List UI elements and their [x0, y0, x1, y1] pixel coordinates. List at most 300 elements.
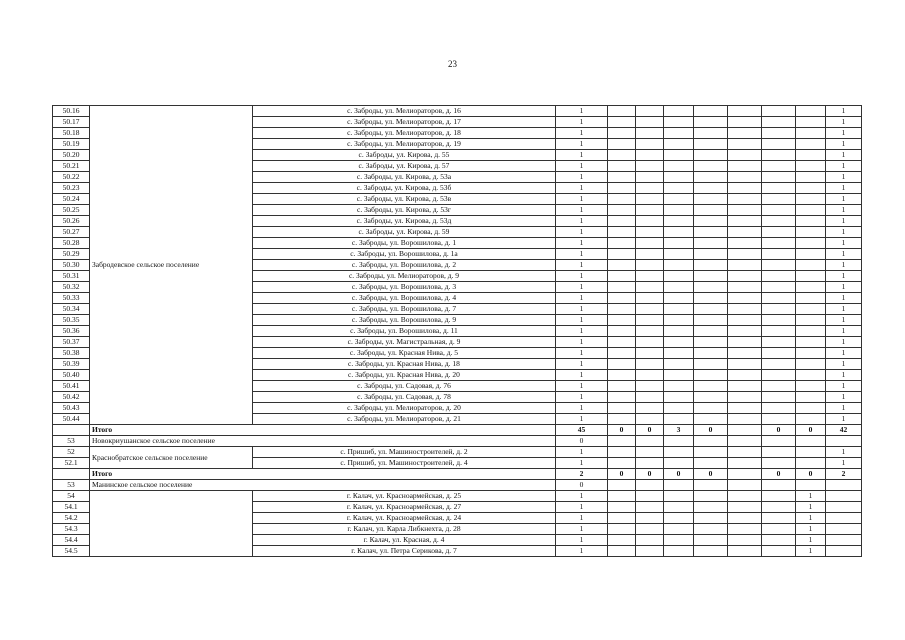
value-cell: [664, 161, 694, 172]
value-cell: [762, 117, 796, 128]
value-cell: [728, 282, 762, 293]
row-number: 54.4: [53, 535, 90, 546]
value-cell: [728, 227, 762, 238]
settlement-name: Краснобратское сельское поселение: [90, 447, 253, 469]
value-cell: [664, 480, 694, 491]
value-cell: [728, 458, 762, 469]
value-cell: 0: [556, 436, 608, 447]
table-row: [53, 491, 862, 502]
value-cell: [694, 315, 728, 326]
value-cell: [664, 392, 694, 403]
value-cell: [728, 161, 762, 172]
value-cell: [608, 370, 636, 381]
value-cell: [608, 348, 636, 359]
value-cell: [796, 414, 826, 425]
value-cell: [664, 381, 694, 392]
value-cell: [728, 414, 762, 425]
value-cell: [796, 249, 826, 260]
value-cell: [694, 414, 728, 425]
settlement-name: Забродевское сельское поселение: [90, 106, 253, 425]
value-cell: [796, 271, 826, 282]
value-cell: [762, 436, 796, 447]
value-cell: 1: [826, 161, 862, 172]
value-cell: [762, 238, 796, 249]
value-cell: [762, 249, 796, 260]
value-cell: [796, 337, 826, 348]
value-cell: [636, 282, 664, 293]
value-cell: [664, 249, 694, 260]
value-cell: [608, 535, 636, 546]
value-cell: [636, 249, 664, 260]
address: с. Заброды, ул. Кирова, д. 53г: [253, 205, 556, 216]
value-cell: 1: [826, 326, 862, 337]
row-number: 53: [53, 480, 90, 491]
value-cell: [728, 337, 762, 348]
page-number: 23: [448, 59, 457, 69]
address: г. Калач, ул. Красная, д. 4: [253, 535, 556, 546]
value-cell: 1: [556, 128, 608, 139]
value-cell: [636, 447, 664, 458]
value-cell: [762, 502, 796, 513]
value-cell: [636, 502, 664, 513]
value-cell: [608, 172, 636, 183]
value-cell: 1: [826, 315, 862, 326]
address: с. Заброды, ул. Мелиораторов, д. 9: [253, 271, 556, 282]
value-cell: [796, 282, 826, 293]
value-cell: 1: [796, 524, 826, 535]
value-cell: [694, 491, 728, 502]
value-cell: [728, 150, 762, 161]
value-cell: [762, 414, 796, 425]
value-cell: [694, 480, 728, 491]
value-cell: 1: [796, 535, 826, 546]
value-cell: 1: [826, 359, 862, 370]
value-cell: [762, 161, 796, 172]
value-cell: [796, 205, 826, 216]
value-cell: [728, 447, 762, 458]
value-cell: [664, 535, 694, 546]
value-cell: 0: [762, 425, 796, 436]
table-body: [53, 106, 862, 557]
table-row: [53, 480, 862, 491]
value-cell: 1: [826, 392, 862, 403]
value-cell: [664, 216, 694, 227]
value-cell: 1: [556, 205, 608, 216]
value-cell: [694, 260, 728, 271]
value-cell: [796, 359, 826, 370]
value-cell: [694, 326, 728, 337]
address: г. Калач, ул. Красноармейская, д. 25: [253, 491, 556, 502]
value-cell: [762, 315, 796, 326]
value-cell: [694, 348, 728, 359]
address: с. Пришиб, ул. Машиностроителей, д. 2: [253, 447, 556, 458]
value-cell: [664, 172, 694, 183]
value-cell: [728, 436, 762, 447]
value-cell: 1: [556, 414, 608, 425]
value-cell: [762, 194, 796, 205]
value-cell: [826, 546, 862, 557]
value-cell: 0: [796, 469, 826, 480]
value-cell: 1: [556, 238, 608, 249]
value-cell: [728, 139, 762, 150]
value-cell: [796, 216, 826, 227]
value-cell: [636, 227, 664, 238]
value-cell: [796, 304, 826, 315]
value-cell: [728, 315, 762, 326]
value-cell: [728, 403, 762, 414]
address: с. Заброды, ул. Кирова, д. 53в: [253, 194, 556, 205]
row-number: 50.25: [53, 205, 90, 216]
value-cell: 1: [556, 183, 608, 194]
value-cell: [608, 139, 636, 150]
row-number: 50.36: [53, 326, 90, 337]
value-cell: [796, 293, 826, 304]
value-cell: [664, 282, 694, 293]
value-cell: 1: [556, 249, 608, 260]
value-cell: 1: [826, 128, 862, 139]
value-cell: 0: [762, 469, 796, 480]
address: с. Заброды, ул. Кирова, д. 53б: [253, 183, 556, 194]
address: с. Заброды, ул. Мелиораторов, д. 21: [253, 414, 556, 425]
value-cell: [694, 524, 728, 535]
value-cell: [826, 436, 862, 447]
value-cell: 1: [826, 414, 862, 425]
row-number: 54.5: [53, 546, 90, 557]
value-cell: [664, 436, 694, 447]
value-cell: [694, 238, 728, 249]
value-cell: [728, 271, 762, 282]
row-number: 50.40: [53, 370, 90, 381]
value-cell: [608, 326, 636, 337]
value-cell: 1: [826, 370, 862, 381]
value-cell: [694, 293, 728, 304]
value-cell: [728, 392, 762, 403]
value-cell: 1: [826, 216, 862, 227]
value-cell: 1: [796, 513, 826, 524]
value-cell: 0: [694, 425, 728, 436]
value-cell: 1: [556, 381, 608, 392]
value-cell: [762, 370, 796, 381]
value-cell: [664, 337, 694, 348]
row-number: 50.37: [53, 337, 90, 348]
value-cell: [636, 216, 664, 227]
value-cell: 1: [556, 271, 608, 282]
value-cell: [608, 205, 636, 216]
value-cell: [762, 227, 796, 238]
address: г. Калач, ул. Карла Либкнехта, д. 28: [253, 524, 556, 535]
value-cell: [608, 282, 636, 293]
value-cell: [636, 260, 664, 271]
address: с. Заброды, ул. Магистральная, д. 9: [253, 337, 556, 348]
address: с. Заброды, ул. Ворошилова, д. 1: [253, 238, 556, 249]
address: с. Заброды, ул. Ворошилова, д. 3: [253, 282, 556, 293]
value-cell: [762, 513, 796, 524]
value-cell: [762, 282, 796, 293]
value-cell: [728, 370, 762, 381]
row-number: 52: [53, 447, 90, 458]
value-cell: [694, 359, 728, 370]
total-label: Итого: [90, 469, 556, 480]
value-cell: [728, 480, 762, 491]
value-cell: [636, 172, 664, 183]
value-cell: [728, 326, 762, 337]
value-cell: [762, 106, 796, 117]
value-cell: [762, 216, 796, 227]
value-cell: [694, 282, 728, 293]
value-cell: [636, 524, 664, 535]
value-cell: [796, 403, 826, 414]
row-number: 50.24: [53, 194, 90, 205]
value-cell: 1: [826, 447, 862, 458]
value-cell: 1: [556, 293, 608, 304]
settlement-name: Новокриушанское сельское поселение: [90, 436, 556, 447]
value-cell: [694, 370, 728, 381]
value-cell: [762, 524, 796, 535]
address: г. Калач, ул. Красноармейская, д. 27: [253, 502, 556, 513]
row-number: 50.26: [53, 216, 90, 227]
address: с. Заброды, ул. Кирова, д. 55: [253, 150, 556, 161]
value-cell: 1: [826, 260, 862, 271]
value-cell: [728, 205, 762, 216]
row-number: 50.22: [53, 172, 90, 183]
value-cell: [762, 546, 796, 557]
value-cell: [664, 359, 694, 370]
value-cell: [728, 293, 762, 304]
value-cell: [728, 128, 762, 139]
value-cell: [796, 227, 826, 238]
address: с. Заброды, ул. Кирова, д. 53д: [253, 216, 556, 227]
value-cell: 1: [826, 183, 862, 194]
row-number: 50.39: [53, 359, 90, 370]
value-cell: 0: [608, 469, 636, 480]
value-cell: [608, 161, 636, 172]
value-cell: 1: [556, 458, 608, 469]
value-cell: 1: [556, 260, 608, 271]
value-cell: [608, 227, 636, 238]
value-cell: [762, 480, 796, 491]
value-cell: [608, 502, 636, 513]
value-cell: [728, 513, 762, 524]
value-cell: 3: [664, 425, 694, 436]
value-cell: [728, 304, 762, 315]
value-cell: 0: [608, 425, 636, 436]
value-cell: [728, 106, 762, 117]
value-cell: 1: [556, 546, 608, 557]
total-row: [53, 469, 862, 480]
table-row: [53, 436, 862, 447]
row-number: 50.30: [53, 260, 90, 271]
value-cell: 1: [556, 447, 608, 458]
value-cell: [636, 139, 664, 150]
value-cell: [728, 183, 762, 194]
value-cell: 0: [636, 469, 664, 480]
value-cell: [728, 216, 762, 227]
value-cell: [608, 392, 636, 403]
value-cell: [608, 150, 636, 161]
value-cell: [664, 194, 694, 205]
value-cell: [636, 513, 664, 524]
value-cell: [728, 491, 762, 502]
value-cell: [728, 348, 762, 359]
value-cell: [664, 403, 694, 414]
value-cell: [608, 337, 636, 348]
row-number: 50.44: [53, 414, 90, 425]
value-cell: [608, 293, 636, 304]
value-cell: [796, 392, 826, 403]
address: с. Пришиб, ул. Машиностроителей, д. 4: [253, 458, 556, 469]
value-cell: [608, 249, 636, 260]
value-cell: [608, 183, 636, 194]
settlement-name: [90, 491, 253, 557]
value-cell: 1: [826, 194, 862, 205]
value-cell: [694, 513, 728, 524]
value-cell: [796, 194, 826, 205]
value-cell: [608, 271, 636, 282]
value-cell: [664, 205, 694, 216]
value-cell: 1: [556, 403, 608, 414]
value-cell: [762, 359, 796, 370]
value-cell: [636, 337, 664, 348]
value-cell: [636, 392, 664, 403]
value-cell: 1: [556, 304, 608, 315]
value-cell: [728, 117, 762, 128]
value-cell: 1: [556, 370, 608, 381]
value-cell: 1: [826, 238, 862, 249]
value-cell: [796, 480, 826, 491]
value-cell: [826, 502, 862, 513]
value-cell: [762, 183, 796, 194]
value-cell: 2: [556, 469, 608, 480]
value-cell: 1: [826, 172, 862, 183]
value-cell: 1: [826, 271, 862, 282]
row-number: 54: [53, 491, 90, 502]
value-cell: [694, 502, 728, 513]
value-cell: [608, 106, 636, 117]
value-cell: 1: [826, 381, 862, 392]
value-cell: 1: [556, 513, 608, 524]
value-cell: 1: [556, 315, 608, 326]
value-cell: [608, 447, 636, 458]
value-cell: [694, 161, 728, 172]
value-cell: [796, 381, 826, 392]
value-cell: 1: [826, 117, 862, 128]
value-cell: 1: [556, 348, 608, 359]
value-cell: [636, 458, 664, 469]
address: с. Заброды, ул. Мелиораторов, д. 16: [253, 106, 556, 117]
value-cell: [728, 546, 762, 557]
value-cell: [826, 535, 862, 546]
value-cell: [608, 194, 636, 205]
value-cell: [608, 458, 636, 469]
row-number: 54.3: [53, 524, 90, 535]
row-number: 50.35: [53, 315, 90, 326]
row-number: 50.17: [53, 117, 90, 128]
value-cell: [608, 238, 636, 249]
value-cell: 1: [826, 106, 862, 117]
value-cell: [636, 326, 664, 337]
value-cell: [762, 128, 796, 139]
value-cell: 1: [556, 392, 608, 403]
value-cell: 0: [796, 425, 826, 436]
value-cell: 1: [556, 337, 608, 348]
value-cell: [796, 172, 826, 183]
value-cell: 1: [556, 172, 608, 183]
row-number: 53: [53, 436, 90, 447]
value-cell: [694, 205, 728, 216]
value-cell: [728, 194, 762, 205]
value-cell: [762, 205, 796, 216]
value-cell: [762, 260, 796, 271]
value-cell: [796, 447, 826, 458]
value-cell: 1: [556, 194, 608, 205]
value-cell: [826, 524, 862, 535]
address: с. Заброды, ул. Ворошилова, д. 2: [253, 260, 556, 271]
value-cell: 1: [826, 348, 862, 359]
value-cell: [636, 414, 664, 425]
value-cell: 1: [826, 227, 862, 238]
value-cell: [762, 491, 796, 502]
value-cell: [608, 216, 636, 227]
value-cell: [826, 480, 862, 491]
value-cell: [608, 315, 636, 326]
value-cell: [608, 260, 636, 271]
value-cell: [664, 293, 694, 304]
value-cell: [728, 260, 762, 271]
value-cell: 0: [664, 469, 694, 480]
value-cell: [636, 128, 664, 139]
value-cell: [762, 326, 796, 337]
value-cell: 1: [796, 491, 826, 502]
value-cell: [664, 414, 694, 425]
value-cell: [664, 150, 694, 161]
value-cell: [694, 403, 728, 414]
value-cell: [694, 436, 728, 447]
value-cell: 1: [556, 227, 608, 238]
value-cell: [762, 337, 796, 348]
value-cell: [608, 381, 636, 392]
row-number: 50.31: [53, 271, 90, 282]
value-cell: [728, 238, 762, 249]
value-cell: [762, 403, 796, 414]
value-cell: 1: [556, 535, 608, 546]
row-number-cell: [53, 469, 90, 480]
value-cell: [796, 436, 826, 447]
value-cell: [664, 238, 694, 249]
value-cell: [796, 458, 826, 469]
value-cell: [636, 106, 664, 117]
value-cell: [664, 117, 694, 128]
value-cell: 1: [796, 502, 826, 513]
value-cell: [636, 117, 664, 128]
row-number: 50.27: [53, 227, 90, 238]
value-cell: 0: [556, 480, 608, 491]
address: с. Заброды, ул. Садовая, д. 78: [253, 392, 556, 403]
value-cell: [636, 403, 664, 414]
value-cell: [664, 348, 694, 359]
row-number: 50.42: [53, 392, 90, 403]
value-cell: [762, 348, 796, 359]
value-cell: [796, 106, 826, 117]
address: с. Заброды, ул. Мелиораторов, д. 18: [253, 128, 556, 139]
value-cell: 1: [556, 326, 608, 337]
value-cell: 0: [694, 469, 728, 480]
value-cell: [694, 381, 728, 392]
value-cell: [694, 117, 728, 128]
row-number: 50.29: [53, 249, 90, 260]
value-cell: [762, 172, 796, 183]
value-cell: 1: [826, 150, 862, 161]
value-cell: 1: [556, 282, 608, 293]
